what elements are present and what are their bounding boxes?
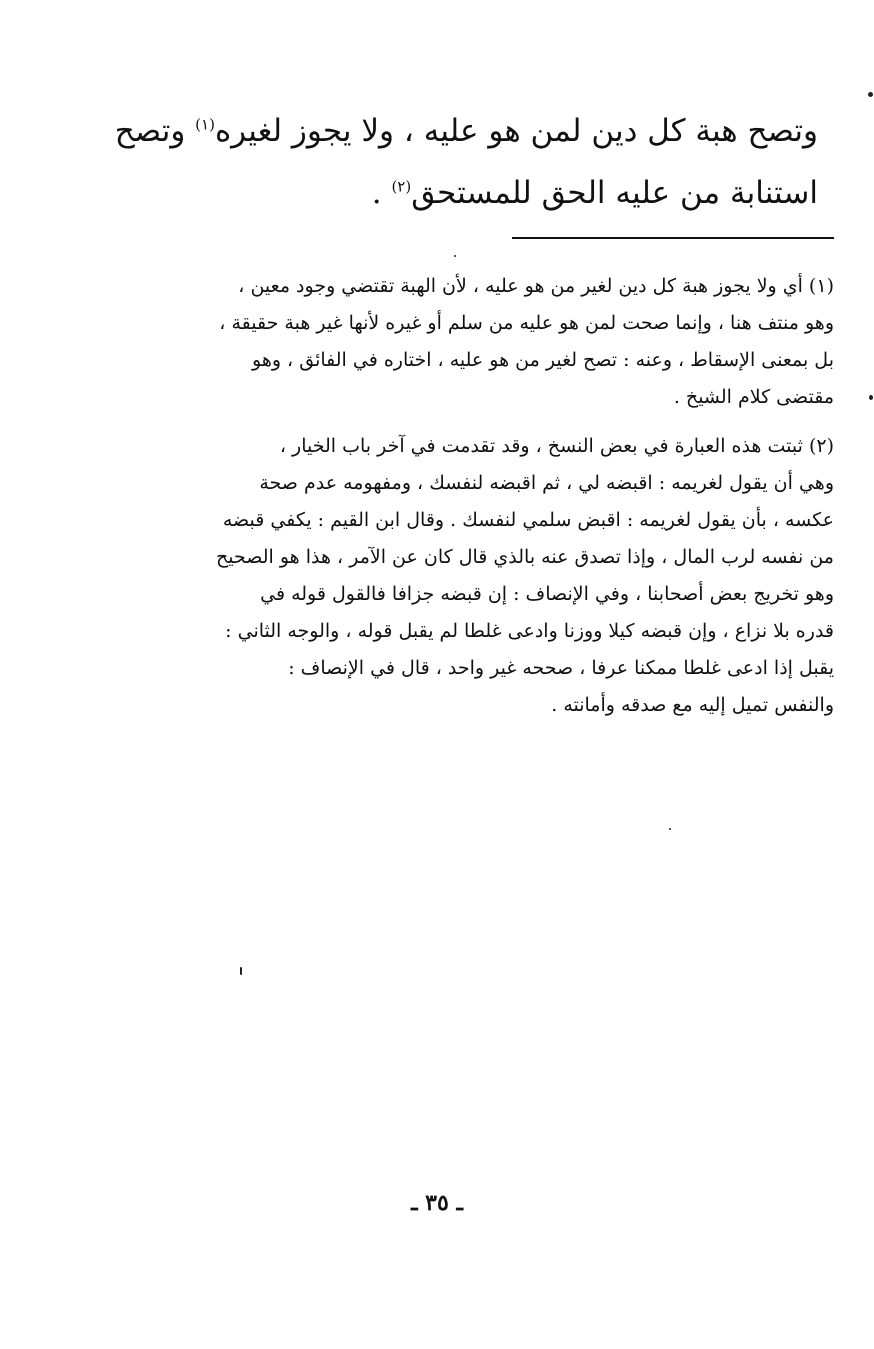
footnote-line: من نفسه لرب المال ، وإذا تصدق عنه بالذي قال كان عن الآمر ، هذا هو الصحيح [216,546,834,568]
scan-speck [669,828,671,830]
footnote-line: وهي أن يقول لغريمه : اقبضه لي ، ثم اقبضه لنفسك ، ومفهومه عدم صحة [259,472,834,494]
footnote-line: (١) أي ولا يجوز هبة كل دين لغير من هو عليه ، لأن الهبة تقتضي وجود معين ، [238,275,834,297]
scan-speck [868,92,873,97]
footnote-2 [109,428,834,724]
scan-speck [454,255,456,257]
footnote-line: مقتضى كلام الشيخ . [673,386,834,408]
footnote-line: (٢) ثبتت هذه العبارة في بعض النسخ ، وقد تقدمت في آخر باب الخيار ، [279,435,834,457]
footnote-line: يقبل إذا ادعى غلطا ممكنا عرفا ، صححه غير واحد ، قال في الإنصاف : [288,657,834,679]
footnote-line: قدره بلا نزاع ، وإن قبضه كيلا ووزنا وادعى غلطا لم يقبل قوله ، والوجه الثاني : [225,620,834,642]
footnote-divider [512,237,834,239]
footnote-line: وهو تخريج بعض أصحابنا ، وفي الإنصاف : إن قبضه جزافا فالقول قوله في [260,583,834,605]
main-text-line-1 [103,100,818,162]
scan-speck [869,395,873,400]
footnote-ref-1: (١) [195,115,215,134]
footnote-1 [109,268,834,416]
main-text-line-1-end: وتصح [114,113,196,149]
main-text-line-2-start: استنابة من عليه الحق للمستحق [411,175,818,211]
main-text-line-1-start: وتصح هبة كل دين لمن هو عليه ، ولا يجوز لغيره [214,113,818,149]
page-number: ـ ٣٥ ـ [411,1190,463,1216]
footnote-line: بل بمعنى الإسقاط ، وعنه : تصح لغير من هو عليه ، اختاره في الفائق ، وهو [252,349,834,371]
footnote-ref-2: (٢) [391,177,412,196]
footnotes-section [109,268,834,736]
footnote-line: وهو منتف هنا ، وإنما صحت لمن هو عليه من سلم أو غيره لأنها غير هبة حقيقة ، [219,312,834,334]
main-text-line-2 [103,162,818,224]
footnote-line: والنفس تميل إليه مع صدقه وأمانته . [551,694,834,716]
main-text-line-2-end: . [371,175,392,211]
footnote-line: عكسه ، بأن يقول لغريمه : اقبض سلمي لنفسك . وقال ابن القيم : يكفي قبضه [222,509,834,531]
main-text [103,100,818,224]
scan-speck [240,967,242,975]
